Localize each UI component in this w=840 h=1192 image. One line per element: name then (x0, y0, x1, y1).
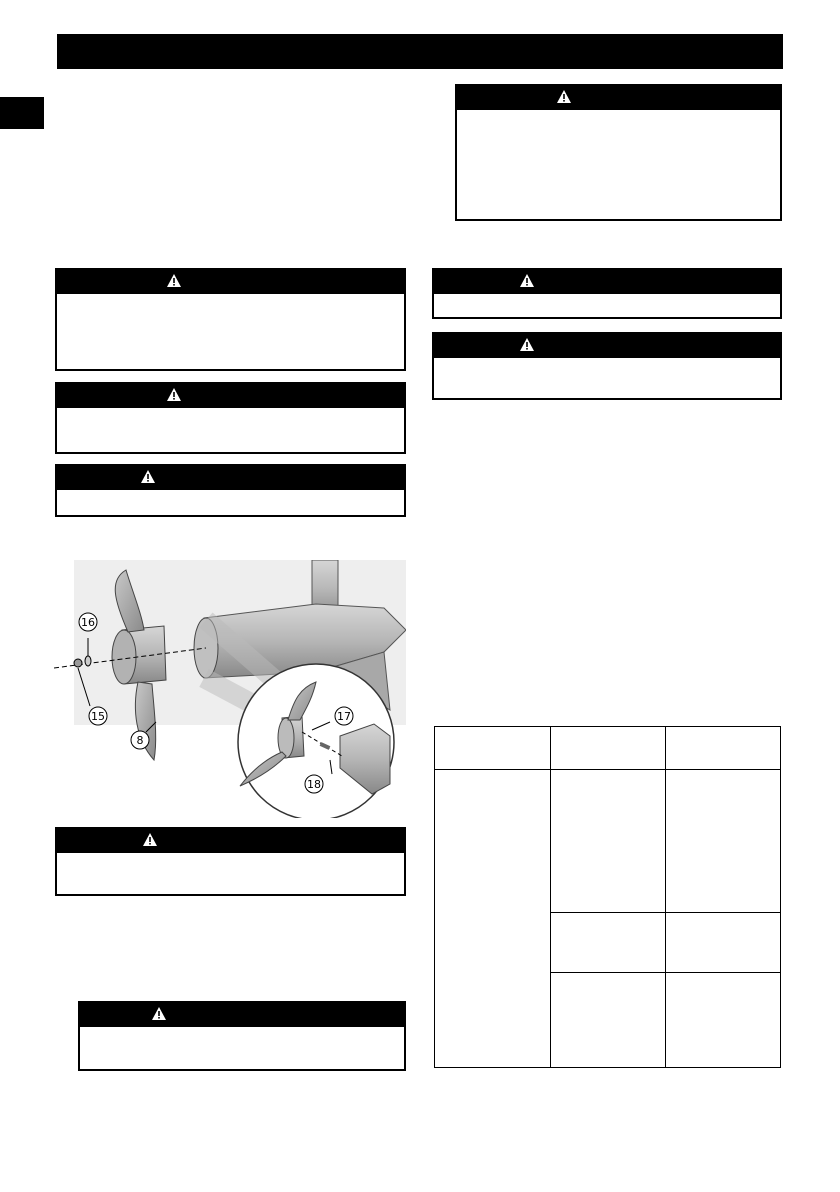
warning-box (78, 1001, 406, 1071)
warning-header (457, 86, 780, 110)
table-cell (550, 727, 666, 770)
propeller-assembly-figure (54, 560, 406, 818)
page-header-bar (57, 34, 783, 69)
warning-header (57, 466, 404, 490)
warning-header (434, 270, 780, 294)
table-cell (666, 770, 781, 913)
table-cell (435, 727, 551, 770)
callout-17 (335, 707, 353, 725)
troubleshooting-table (434, 726, 781, 1068)
table-row (435, 770, 781, 913)
table-header-row (435, 727, 781, 770)
warning-box (55, 827, 406, 896)
callout-18-label: 18 (307, 778, 321, 791)
table-cell (666, 727, 781, 770)
warning-box (432, 332, 782, 400)
table-cell (550, 770, 666, 913)
table-cell (550, 973, 666, 1068)
warning-header (57, 384, 404, 408)
warning-box (432, 268, 782, 319)
warning-box (455, 84, 782, 221)
callout-8-label: 8 (136, 734, 144, 747)
warning-box (55, 268, 406, 371)
callout-8 (131, 731, 149, 749)
callout-18 (305, 775, 323, 793)
table-cell (550, 913, 666, 973)
warning-box (55, 382, 406, 454)
table-cell (666, 913, 781, 973)
warning-header (57, 270, 404, 294)
warning-header (434, 334, 780, 358)
callout-16-label: 16 (81, 616, 95, 629)
callout-15 (89, 707, 107, 725)
callout-15-label: 15 (91, 710, 105, 723)
table-cell (666, 973, 781, 1068)
warning-header (57, 829, 404, 853)
language-tab (0, 97, 44, 129)
warning-box (55, 464, 406, 517)
warning-header (80, 1003, 404, 1027)
callout-17-label: 17 (337, 710, 351, 723)
table-cell (435, 770, 551, 1068)
callout-16 (79, 613, 97, 631)
